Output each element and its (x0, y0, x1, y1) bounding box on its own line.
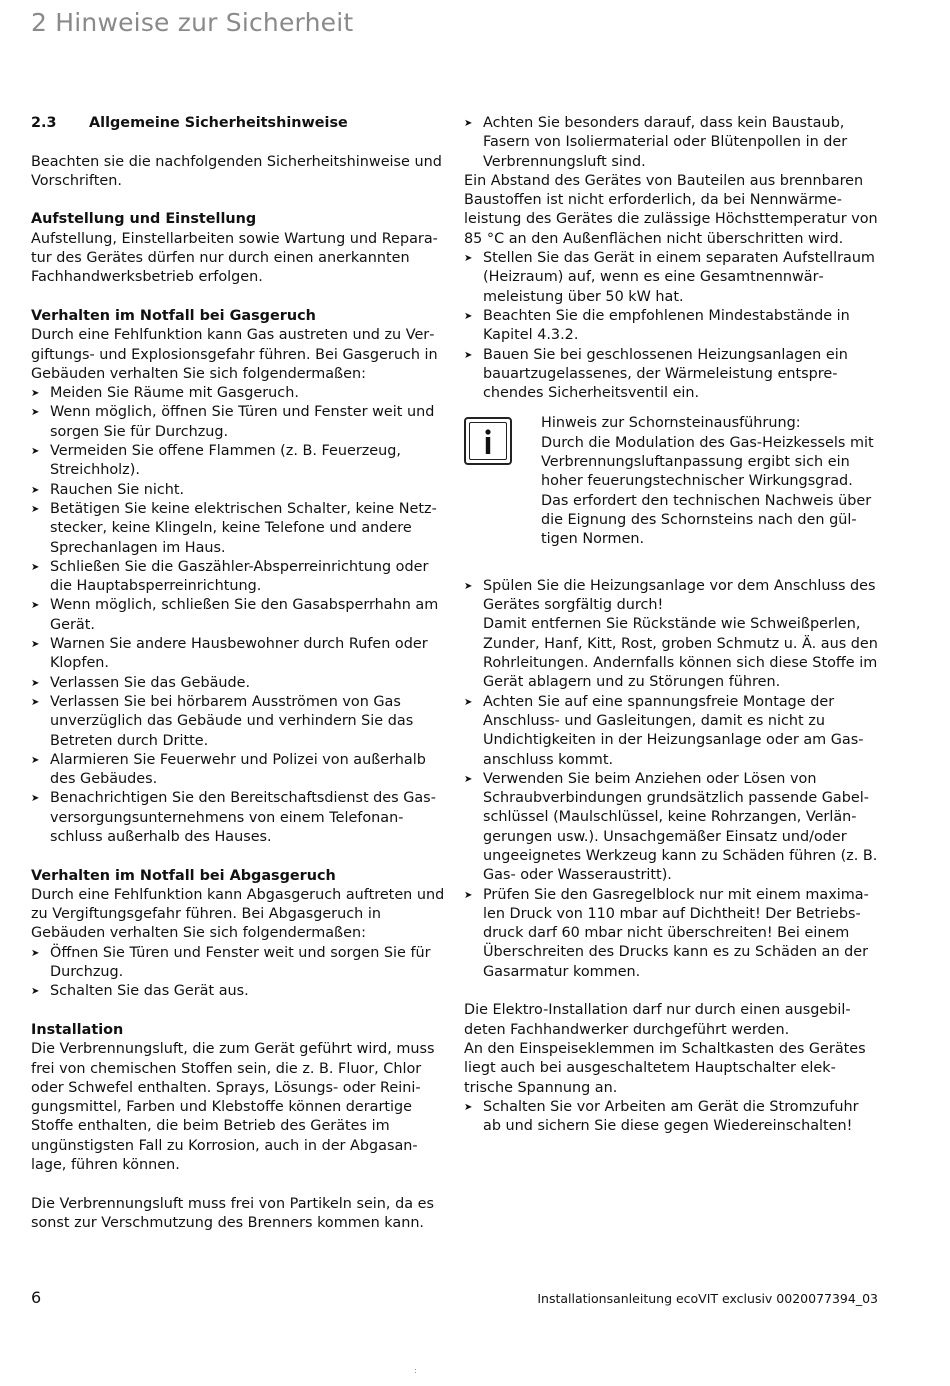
notice-text: Durch die Modulation des Gas-Heizkessels mit Verbrennungsluftanpassung ergibt sich ein hoher feuerungstechnischer Wirkungsgrad. Das erfordert den technischen Nachweis über die Eignung des Schornsteins nach den gültigen Normen. (541, 434, 874, 548)
left-column (31, 114, 446, 1233)
page-number: 6 (31, 1288, 42, 1307)
footer-doc-title: Installationsanleitung ecoVIT exclusiv 0020077394_03 (537, 1291, 878, 1306)
list-item: ➤ Verlassen Sie bei hörbarem Ausströmen von Gas unverzüglich das Gebäude und verhindern Sie das Betreten durch Dritte. (31, 693, 446, 751)
list-item: ➤ Benachrichtigen Sie den Bereitschaftsdienst des Gasversorgungsunternehmens von einem Telefonanschluss außerhalb des Hauses. (31, 789, 446, 847)
list-item: ➤ Warnen Sie andere Hausbewohner durch Rufen oder Klopfen. (31, 635, 446, 674)
list-item: ➤ Wenn möglich, schließen Sie den Gasabsperrhahn am Gerät. (31, 596, 446, 635)
gasgeruch-list (31, 384, 446, 847)
heading-aufstellung: Aufstellung und Einstellung (31, 211, 257, 228)
list-item: ➤ Verlassen Sie das Gebäude. (31, 674, 446, 693)
abgasgeruch-list (31, 944, 446, 1002)
notice-box (464, 414, 879, 549)
list-item: ➤ Achten Sie besonders darauf, dass kein Baustaub, Fasern von Isoliermaterial oder Blütenpollen in der Verbrennungsluft sind. (464, 114, 879, 172)
list-item: ➤ Vermeiden Sie offene Flammen (z. B. Feuerzeug, Streichholz). (31, 442, 446, 481)
notice-title: Hinweis zur Schornsteinausführung: (541, 415, 801, 432)
section-number: 2.3 (31, 115, 57, 131)
section-heading (31, 114, 446, 133)
spuelen-instruction: Spülen Sie die Heizungsanlage vor dem Anschluss des Gerätes sorgfältig durch! (483, 577, 876, 614)
intro-paragraph: Beachten sie die nachfolgenden Sicherheitshinweise und Vorschriften. (31, 153, 442, 189)
list-item: ➤ Verwenden Sie beim Anziehen oder Lösen von Schraubverbindungen grundsätzlich passende Gabelschlüssel (Maulschlüssel, keine Rohrzangen, Verlängerungen usw.). Unsachgemäßer Einsatz und/oder ungeeignetes Werkzeug kann zu Schäden führen (z. B. Gas- oder Wasseraustritt). (464, 770, 879, 886)
right-mid-list (464, 249, 879, 403)
right-top-list (464, 114, 879, 172)
list-item: ➤ Rauchen Sie nicht. (31, 481, 446, 500)
list-item: ➤ Stellen Sie das Gerät in einem separaten Aufstellraum (Heizraum) auf, wenn es eine Gesamtnennwärmeleistung über 50 kW hat. (464, 249, 879, 307)
installation-paragraph-2: Die Verbrennungsluft muss frei von Partikeln sein, da es sonst zur Verschmutzung des Brenners kommen kann. (31, 1195, 434, 1231)
installation-paragraph-1: Die Verbrennungsluft, die zum Gerät geführt wird, muss frei von chemischen Stoffen sein, die z. B. Fluor, Chlor oder Schwefel enthalten. Sprays, Lösungs- oder Reinigungsmittel, Farben und Klebstoffe können derartige Stoffe enthalten, die beim Betrieb des Gerätes im ungünstigsten Fall zu Korrosion, auch in der Abgasanlage, führen können. (31, 1041, 435, 1174)
right-lower-list (464, 577, 879, 982)
list-item (464, 577, 879, 693)
list-item: ➤ Betätigen Sie keine elektrischen Schalter, keine Netzstecker, keine Klingeln, keine Telefone und andere Sprechanlagen im Haus. (31, 500, 446, 558)
list-item: ➤ Achten Sie auf eine spannungsfreie Montage der Anschluss- und Gasleitungen, damit es nicht zu Undichtigkeiten in der Heizungsanlage oder am Gasanschluss kommt. (464, 693, 879, 770)
bottom-mark: : (414, 1366, 417, 1375)
spuelen-explanation: Damit entfernen Sie Rückstände wie Schweißperlen, Zunder, Hanf, Kitt, Rost, groben Schmutz u. Ä. aus den Rohrleitungen. Andernfalls können sich diese Stoffe im Gerät ablagern und zu Störungen führen. (483, 616, 878, 691)
list-item: ➤ Meiden Sie Räume mit Gasgeruch. (31, 384, 446, 403)
list-item: ➤ Alarmieren Sie Feuerwehr und Polizei von außerhalb des Gebäudes. (31, 751, 446, 790)
abgasgeruch-paragraph: Durch eine Fehlfunktion kann Abgasgeruch auftreten und zu Vergiftungsgefahr führen. Bei Abgasgeruch in Gebäuden verhalten Sie sich folgendermaßen: (31, 886, 445, 942)
list-item: ➤ Schalten Sie vor Arbeiten am Gerät die Stromzufuhr ab und sichern Sie diese gegen Wiedereinschalten! (464, 1098, 879, 1137)
list-item: ➤ Schalten Sie das Gerät aus. (31, 982, 446, 1001)
right-bottom-list (464, 1098, 879, 1137)
gasgeruch-paragraph: Durch eine Fehlfunktion kann Gas austreten und zu Vergiftungs- und Explosionsgefahr führen. Bei Gasgeruch in Gebäuden verhalten Sie sich folgendermaßen: (31, 327, 438, 382)
list-item: ➤ Bauen Sie bei geschlossenen Heizungsanlagen ein bauartzugelassenes, der Wärmeleistung entsprechendes Sicherheitsventil ein. (464, 346, 879, 404)
abstand-paragraph: Ein Abstand des Gerätes von Bauteilen aus brennbaren Baustoffen ist nicht erforderlich, da bei Nennwärmeleistung des Gerätes die zulässige Höchsttemperatur von 85 °C an den Außenflächen nicht überschritten wird. (464, 172, 878, 247)
list-item: ➤ Prüfen Sie den Gasregelblock nur mit einem maximalen Druck von 110 mbar auf Dichtheit! Der Betriebsdruck darf 60 mbar nicht überschreiten! Bei einem Überschreiten des Drucks kann es zu Schäden an der Gasarmatur kommen. (464, 886, 879, 982)
list-item: ➤ Beachten Sie die empfohlenen Mindestabstände in Kapitel 4.3.2. (464, 307, 879, 346)
section-title: Allgemeine Sicherheitshinweise (89, 115, 348, 131)
right-column (464, 114, 879, 1136)
info-icon (464, 417, 512, 465)
aufstellung-paragraph: Aufstellung, Einstellarbeiten sowie Wartung und Reparatur des Gerätes dürfen nur durch einen anerkannten Fachhandwerksbetrieb erfolgen. (31, 230, 438, 286)
heading-abgasgeruch: Verhalten im Notfall bei Abgasgeruch (31, 867, 336, 884)
list-item: ➤ Öffnen Sie Türen und Fenster weit und sorgen Sie für Durchzug. (31, 944, 446, 983)
elektro-paragraph: Die Elektro-Installation darf nur durch einen ausgebildeten Fachhandwerker durchgeführt werden. An den Einspeiseklemmen im Schaltkasten des Gerätes liegt auch bei ausgeschaltetem Hauptschalter elektrische Spannung an. (464, 1002, 866, 1096)
page-header-title: 2 Hinweise zur Sicherheit (31, 8, 354, 37)
heading-installation: Installation (31, 1021, 124, 1038)
heading-gasgeruch: Verhalten im Notfall bei Gasgeruch (31, 307, 316, 324)
list-item: ➤ Wenn möglich, öffnen Sie Türen und Fenster weit und sorgen Sie für Durchzug. (31, 403, 446, 442)
list-item: ➤ Schließen Sie die Gaszähler-Absperreinrichtung oder die Hauptabsperreinrichtung. (31, 558, 446, 597)
